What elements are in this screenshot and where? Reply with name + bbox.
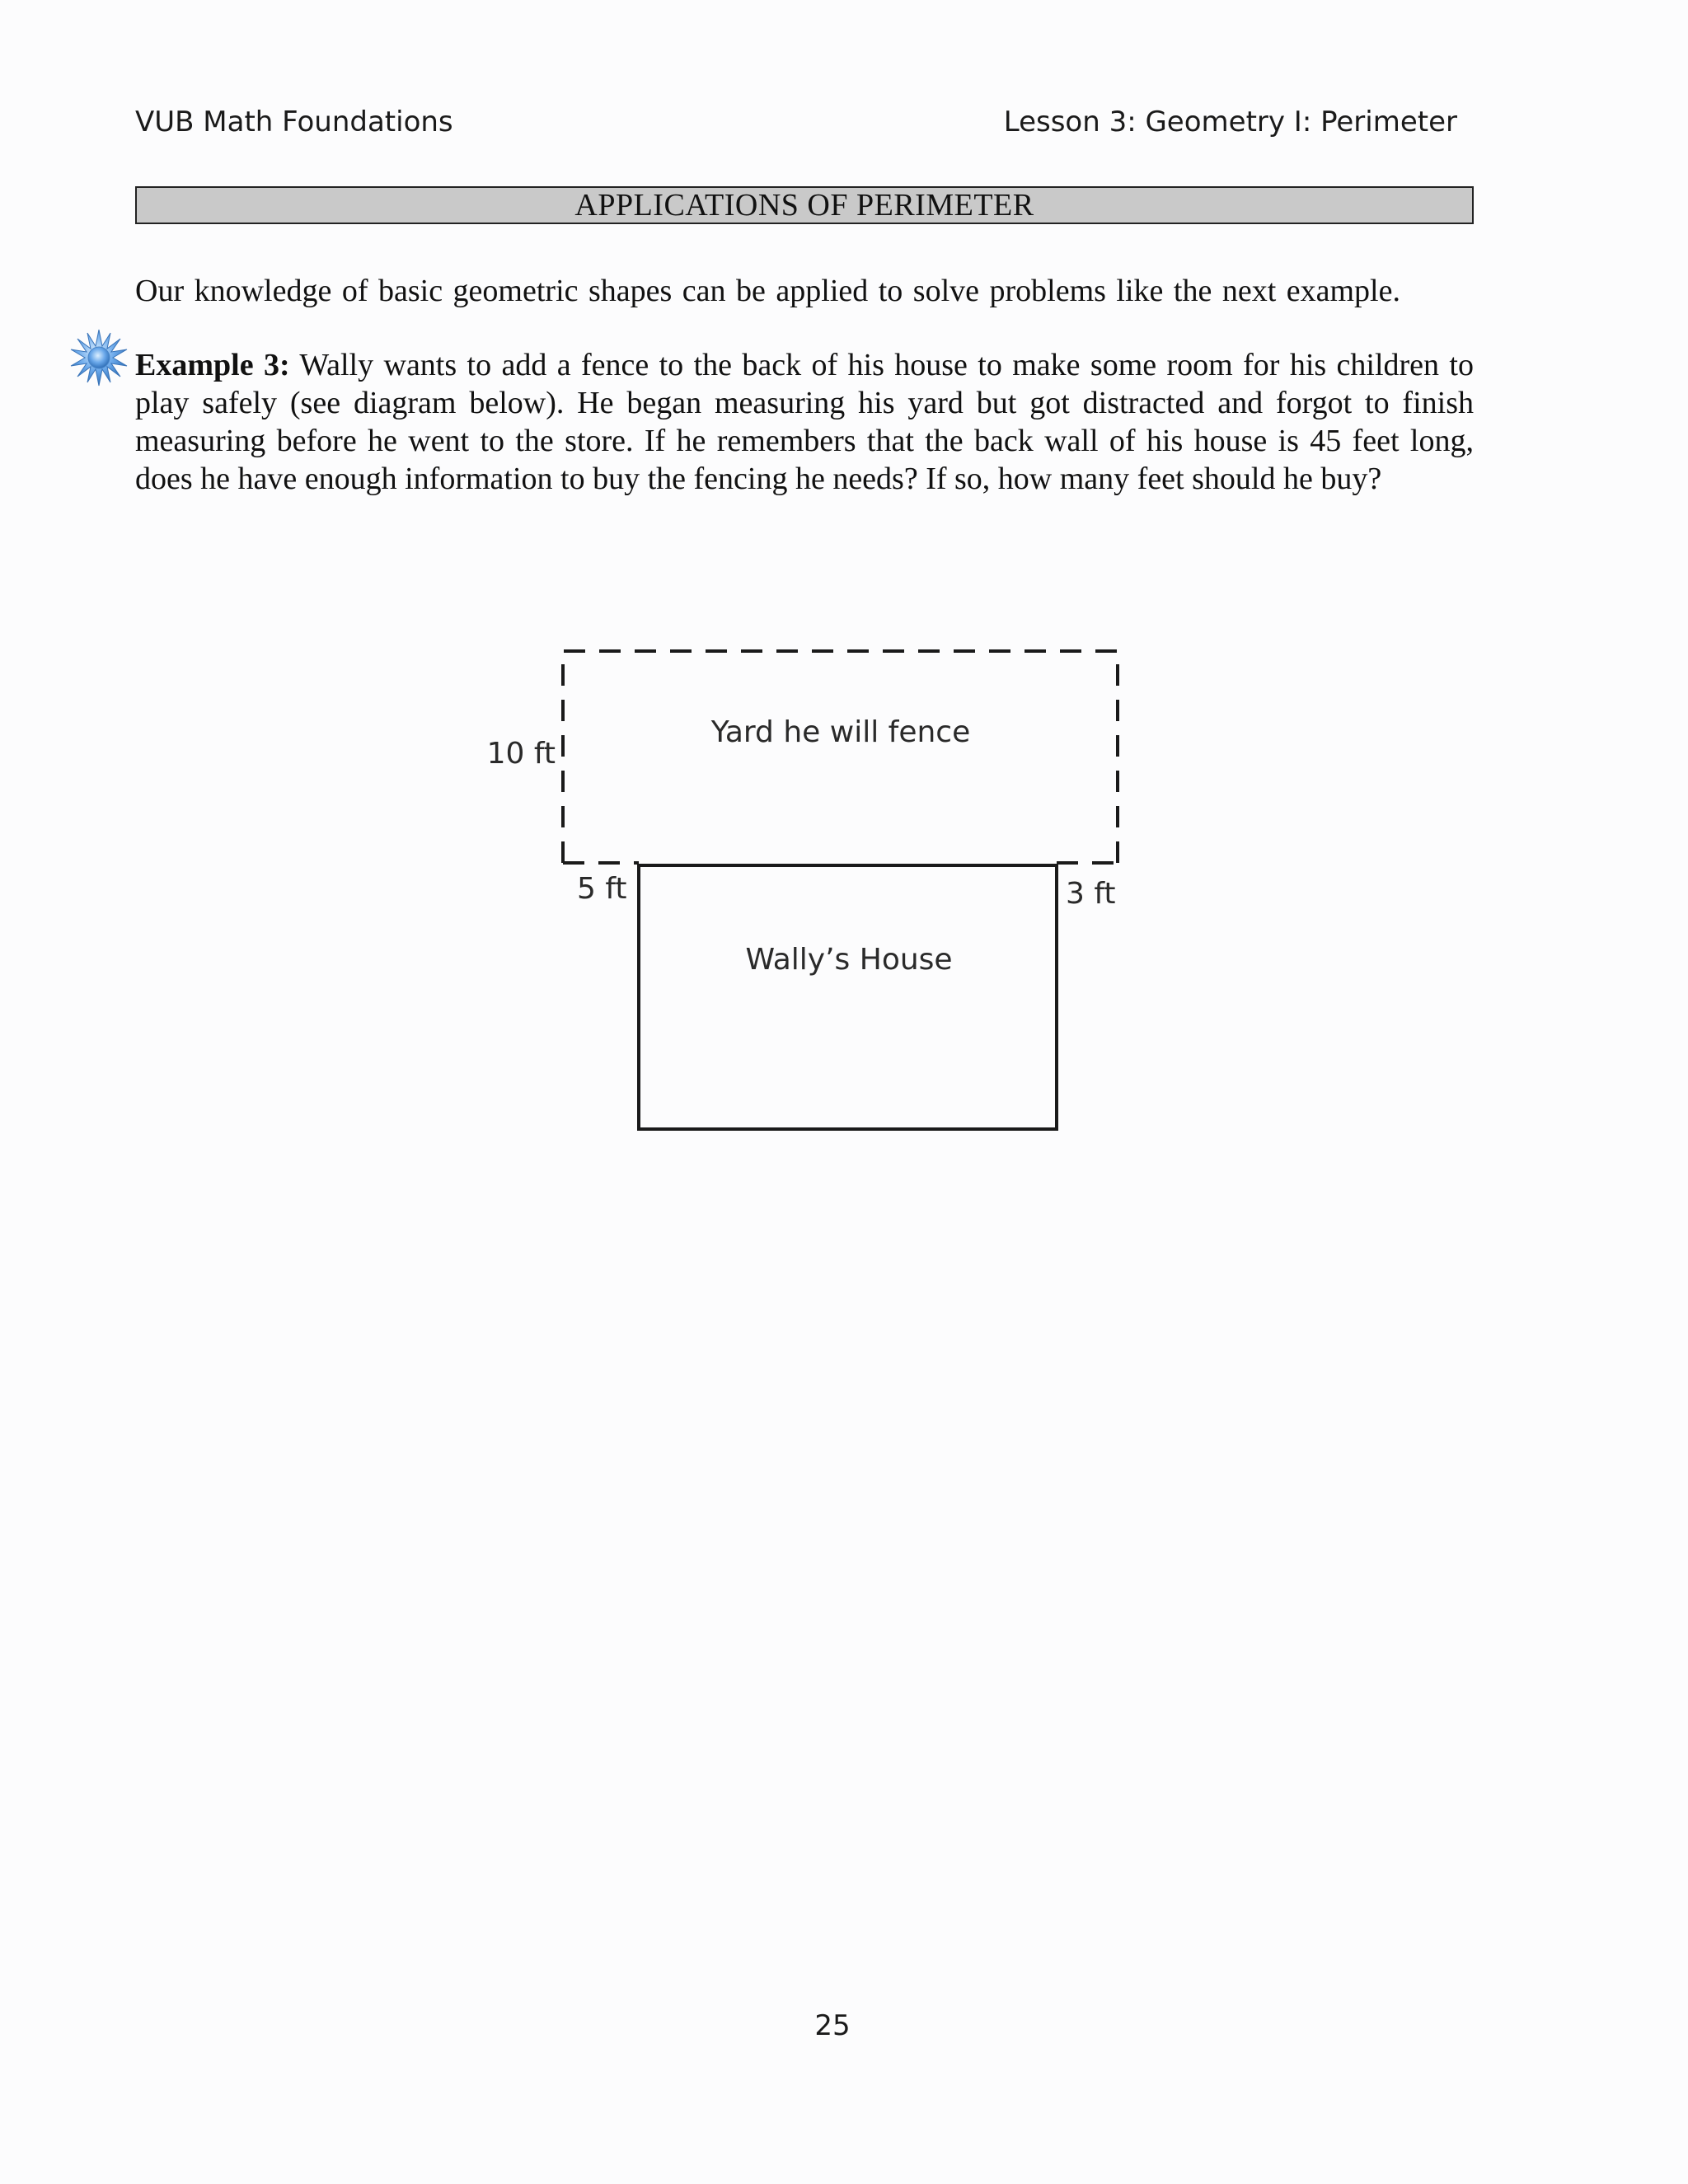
header-course-title: VUB Math Foundations xyxy=(135,105,453,138)
star-icon xyxy=(69,328,129,387)
header-lesson-title: Lesson 3: Geometry I: Perimeter xyxy=(1003,105,1457,138)
fence-dashed-outline xyxy=(563,651,1118,863)
house-outline xyxy=(639,865,1057,1129)
intro-paragraph: Our knowledge of basic geometric shapes can be applied to solve problems like the next example. xyxy=(135,274,1400,308)
example-label: Example 3: xyxy=(135,348,290,382)
house-label: Wally’s House xyxy=(745,943,953,977)
left-overhang-label: 5 ft xyxy=(577,872,627,906)
side-length-label: 10 ft xyxy=(486,737,556,771)
example-paragraph xyxy=(135,346,1474,498)
example-text: Wally wants to add a fence to the back of his house to make some room for his children to play safely (see diagram below). He began measuring his yard but got distracted and forgot to finish measuring before he went to the store. If he remembers that the back wall of his house is 45 feet long, does he have enough information to buy the fencing he needs? If so, how many feet should he buy? xyxy=(135,348,1474,496)
page-number: 25 xyxy=(814,2009,851,2042)
right-overhang-label: 3 ft xyxy=(1066,877,1116,911)
section-title: APPLICATIONS OF PERIMETER xyxy=(135,186,1474,224)
yard-label: Yard he will fence xyxy=(710,715,971,749)
